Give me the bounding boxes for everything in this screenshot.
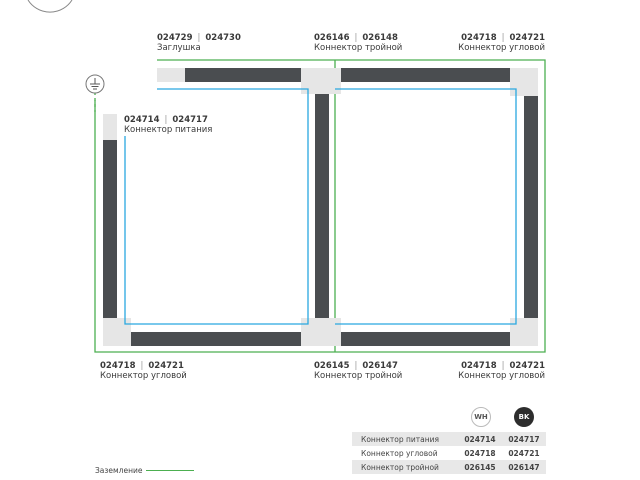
legend-row xyxy=(352,460,546,474)
track-bottom-right xyxy=(341,332,510,346)
track-bottom-left xyxy=(131,332,301,346)
track-bars xyxy=(103,68,538,346)
ground-legend-line xyxy=(146,470,194,471)
ground-legend xyxy=(95,466,194,475)
label-top-right: 024718 | 024721 Коннектор угловой xyxy=(458,33,545,53)
label-top-mid: 026146 | 026148 Коннектор тройной xyxy=(314,33,403,53)
track-right xyxy=(524,96,538,318)
bk-color-badge: BK xyxy=(514,407,534,427)
legend-row-name: Коннектор питания xyxy=(352,432,458,446)
legend-row-wh: 024714 xyxy=(458,432,502,446)
legend-row-wh: 026145 xyxy=(458,460,502,474)
corner-connector-bottom-left xyxy=(103,318,131,346)
label-bottom-left-name: Коннектор угловой xyxy=(100,371,187,381)
label-bottom-right-name: Коннектор угловой xyxy=(458,371,545,381)
track-top-left xyxy=(185,68,301,82)
power-connector-left xyxy=(103,114,117,140)
label-top-right-name: Коннектор угловой xyxy=(458,43,545,53)
label-top-left-name: Заглушка xyxy=(157,43,201,53)
legend-row-bk: 026147 xyxy=(502,460,546,474)
label-power: 024714 | 024717 Коннектор питания xyxy=(124,115,213,135)
legend-row-name: Коннектор тройной xyxy=(352,460,458,474)
ground-symbol-icon xyxy=(86,75,104,93)
corner-arc-decoration xyxy=(28,0,72,12)
triple-connector-top xyxy=(301,68,341,94)
legend-row-wh: 024718 xyxy=(464,448,496,458)
label-bottom-mid-name: Коннектор тройной xyxy=(314,371,403,381)
corner-connector-top-right xyxy=(510,68,538,96)
track-top-right xyxy=(341,68,510,82)
legend-row-bk: 024721 xyxy=(508,448,540,458)
triple-connector-bottom xyxy=(301,318,341,346)
label-bottom-left: 024718 | 024721 Коннектор угловой xyxy=(100,361,187,381)
label-bottom-mid: 026145 | 026147 Коннектор тройной xyxy=(314,361,403,381)
wh-color-badge: WH xyxy=(471,407,491,427)
track-left xyxy=(103,140,117,318)
label-power-name: Коннектор питания xyxy=(124,125,213,135)
legend-row-bk: 024717 xyxy=(502,432,546,446)
track-middle xyxy=(315,94,329,318)
legend-row xyxy=(352,446,546,460)
ground-legend-label: Заземление xyxy=(95,466,143,475)
legend-row-name: Коннектор угловой xyxy=(361,448,438,458)
legend-row xyxy=(352,432,546,446)
label-top-mid-name: Коннектор тройной xyxy=(314,43,403,53)
corner-connector-bottom-right xyxy=(510,318,538,346)
label-bottom-right: 024718 | 024721 Коннектор угловой xyxy=(458,361,545,381)
end-cap-top-left xyxy=(157,68,185,82)
label-top-left: 024729 | 024730 Заглушка xyxy=(157,33,241,53)
connector-legend-table xyxy=(352,432,546,474)
